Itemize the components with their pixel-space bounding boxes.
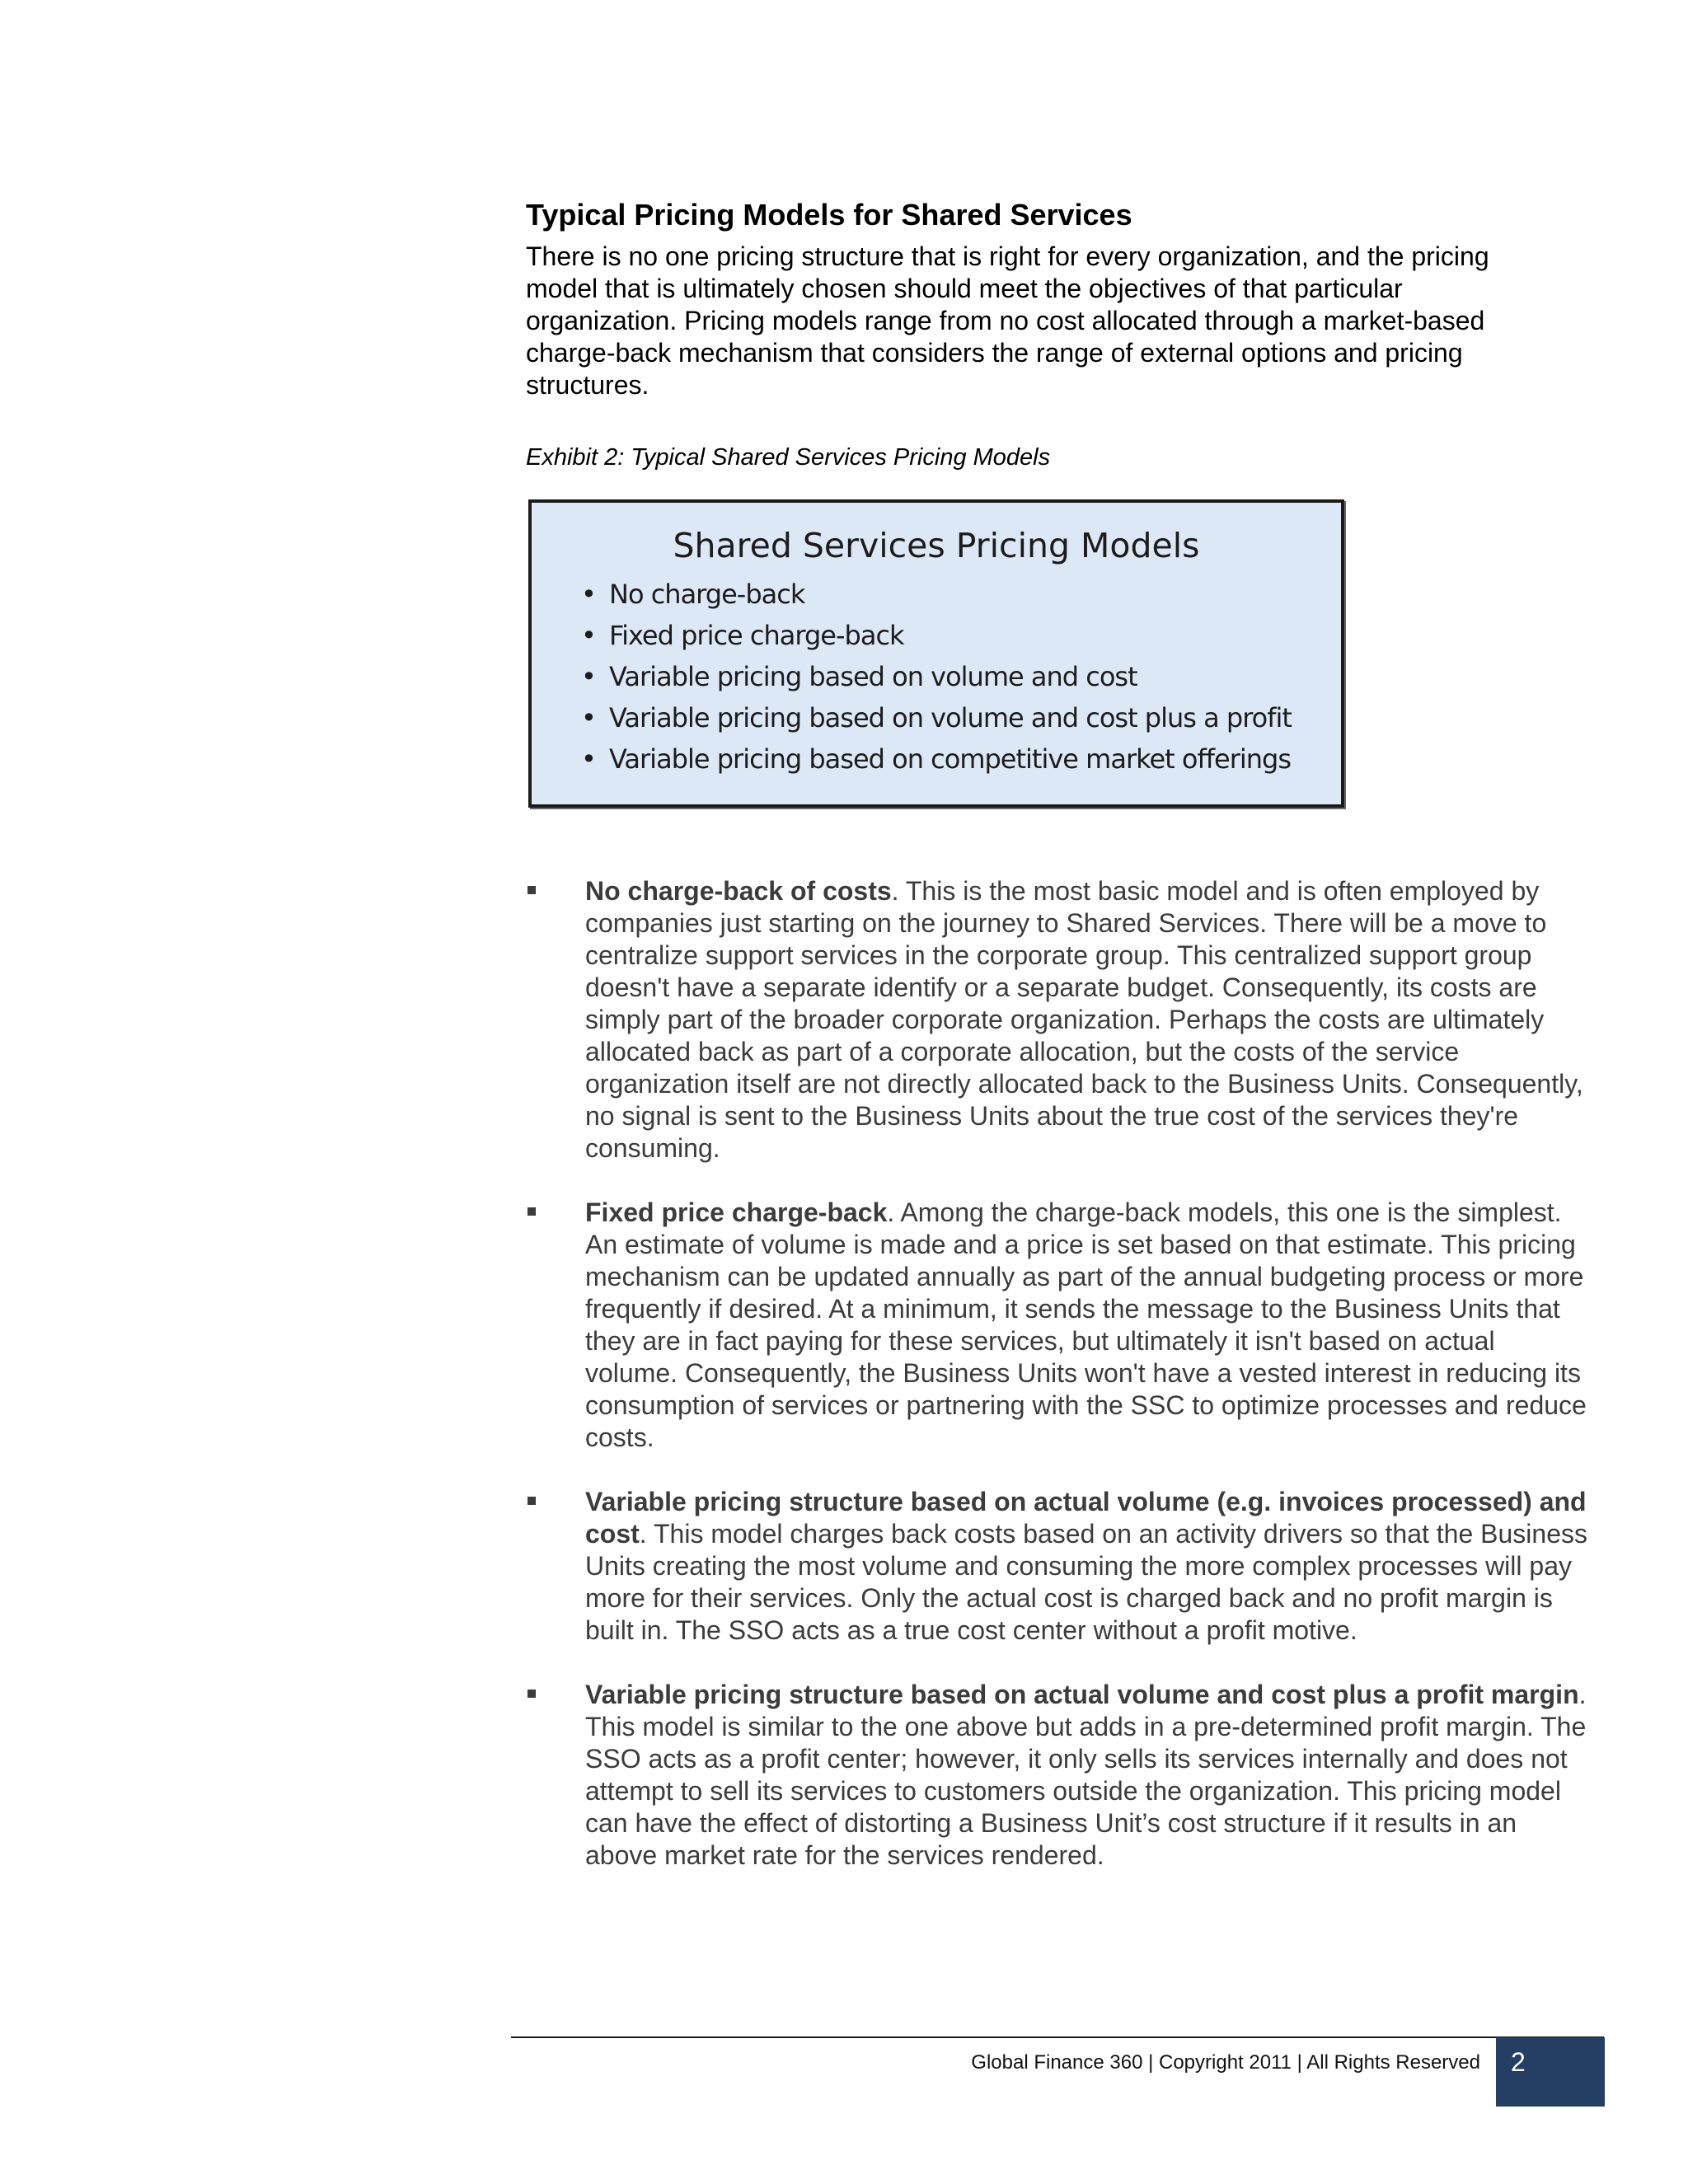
pricing-model-heading: Variable pricing structure based on actual volume (e.g. invoices processed) and cost: [585, 1487, 1587, 1549]
square-bullet-icon: [528, 1207, 536, 1216]
exhibit-item: [581, 697, 1341, 738]
pricing-model-item: [526, 1679, 1589, 1872]
bullet-icon: •: [581, 661, 596, 692]
bullet-icon: •: [581, 702, 596, 733]
pricing-model-heading: No charge-back of costs: [585, 876, 892, 906]
exhibit-item: [581, 574, 1341, 615]
square-bullet-icon: [528, 1690, 536, 1698]
pricing-model-item: [526, 1197, 1589, 1454]
intro-paragraph: There is no one pricing structure that is right for every organization, and the pricing model that is ultimately chosen should meet the objectives of that particular organization. Pricing models range from no cost allocated through a market-based charge-back mechanism that considers the range of external options and pricing structures.: [526, 241, 1489, 400]
square-bullet-icon: [528, 886, 536, 894]
pricing-model-text: . This model is similar to the one above but adds in a pre-determined profit margin. The SSO acts as a profit center; however, it only sells its services internally and does not attempt to sell its services to customers outside the organization. This pricing model can have the effect of distorting a Business Unit’s cost structure if it results in an above market rate for the services rendered.: [585, 1680, 1587, 1870]
pricing-models-list: [526, 875, 1589, 1904]
exhibit-item: [581, 738, 1341, 780]
exhibit-item: [581, 656, 1341, 697]
exhibit-item-label: Variable pricing based on volume and cost: [609, 661, 1137, 692]
exhibit-title: Shared Services Pricing Models: [673, 526, 1200, 565]
exhibit-item-label: Variable pricing based on competitive market offerings: [609, 743, 1291, 775]
pricing-model-item: [526, 1486, 1589, 1647]
section-content: [526, 194, 1589, 474]
bullet-icon: •: [581, 743, 596, 775]
section-title: Typical Pricing Models for Shared Services: [526, 198, 1132, 232]
footer-divider: [511, 2036, 1604, 2038]
pricing-model-text: . This is the most basic model and is often employed by companies just starting on the journey to Shared Services. There will be a move to centralize support services in the corporate group. This centralized support group doesn't have a separate identify or a separate budget. Consequently, its costs are simply part of the broader corporate organization. Perhaps the costs are ultimately allocated back as part of a corporate allocation, but the costs of the service organization itself are not directly allocated back to the Business Units. Consequently, no signal is sent to the Business Units about the true cost of the services they're consuming.: [585, 876, 1583, 1163]
footer-copyright: Global Finance 360 | Copyright 2011 | All Rights Reserved: [971, 2051, 1480, 2074]
exhibit-item-label: Fixed price charge-back: [609, 620, 904, 651]
exhibit-item-label: Variable pricing based on volume and cost plus a profit: [609, 702, 1292, 733]
exhibit-list: [532, 574, 1341, 780]
bullet-icon: •: [581, 620, 596, 651]
exhibit-item: [581, 615, 1341, 656]
pricing-model-item: [526, 875, 1589, 1165]
square-bullet-icon: [528, 1497, 536, 1505]
exhibit-item-label: No charge-back: [609, 579, 805, 610]
page-number: 2: [1496, 2037, 1605, 2107]
exhibit-box: [528, 499, 1344, 808]
exhibit-caption: Exhibit 2: Typical Shared Services Pricing Models: [526, 444, 1051, 471]
bullet-icon: •: [581, 579, 596, 610]
pricing-model-text: . Among the charge-back models, this one is the simplest. An estimate of volume is made and a price is set based on that estimate. This pricing mechanism can be updated annually as part of the annual budgeting process or more frequently if desired. At a minimum, it sends the message to the Business Units that they are in fact paying for these services, but ultimately it isn't based on actual volume. Consequently, the Business Units won't have a vested interest in reducing its consumption of services or partnering with the SSC to optimize processes and reduce costs.: [585, 1197, 1587, 1452]
pricing-model-text: . This model charges back costs based on an activity drivers so that the Business Units creating the most volume and consuming the more complex processes will pay more for their services. Only the actual cost is charged back and no profit margin is built in. The SSO acts as a true cost center without a profit motive.: [585, 1519, 1587, 1645]
pricing-model-heading: Variable pricing structure based on actual volume and cost plus a profit margin: [585, 1680, 1579, 1709]
pricing-model-heading: Fixed price charge-back: [585, 1197, 888, 1227]
